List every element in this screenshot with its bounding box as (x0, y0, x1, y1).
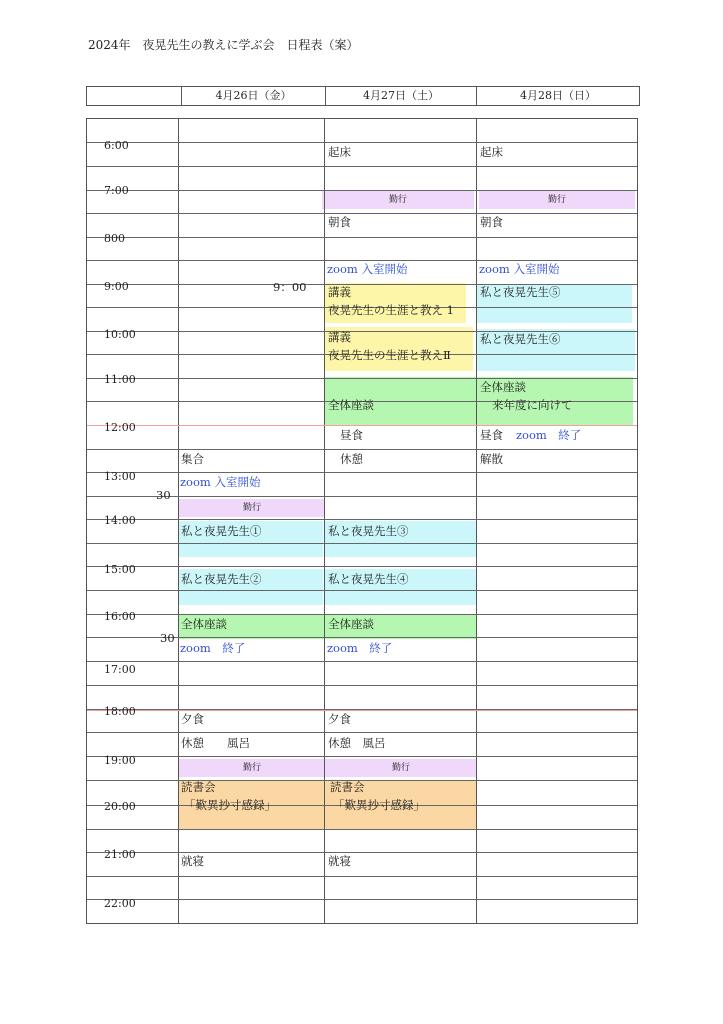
time-label: 18:00 (104, 705, 136, 718)
rainen-day3: 来年度に向けて (492, 398, 573, 412)
choshoku-day3: 朝食 (480, 215, 503, 229)
red-marker-line (87, 425, 637, 426)
time-label: 14:00 (104, 514, 136, 527)
watashi2-label: 私と夜晃先生② (181, 572, 262, 586)
zoom-end-day3: zoom 終了 (516, 428, 582, 442)
row-line (87, 472, 637, 473)
zentai-day1: 全体座談 (181, 617, 227, 631)
page-title: 2024年 夜晃先生の教えに学ぶ会 日程表（案） (88, 38, 359, 52)
zoom-end-day2: zoom 終了 (327, 641, 393, 655)
kyukei-furo-day2: 休憩 風呂 (328, 736, 386, 750)
date-header-row (86, 86, 640, 106)
row-line (87, 519, 637, 520)
row-line (87, 756, 637, 757)
gongyo-block-day3 (479, 191, 635, 209)
kyukei-day2: 休憩 (340, 452, 363, 466)
time-label: 16:00 (104, 610, 136, 623)
time-label: 10:00 (104, 328, 136, 341)
kogi-title-2: 夜晃先生の生涯と教えⅡ (328, 348, 451, 362)
time-label: 6:00 (104, 139, 129, 152)
row-line (87, 566, 637, 567)
row-line (87, 829, 637, 830)
time-label: 800 (104, 232, 125, 245)
thirty-mark: 30 (156, 488, 171, 502)
watashi1-label: 私と夜晃先生① (181, 524, 262, 538)
gongyo-block-day1-evening (179, 759, 325, 777)
header-day-3: 4月28日（日） (520, 89, 596, 102)
row-line (87, 260, 637, 261)
time-label: 11:00 (104, 373, 136, 386)
gongyo-block-day2 (322, 191, 474, 209)
header-day-2: 4月27日（土） (363, 89, 439, 102)
gongyo-label: 勤行 (388, 195, 407, 205)
dokushokai-day2: 読書会 (330, 780, 365, 794)
zoom-start-day1: zoom 入室開始 (180, 475, 261, 489)
shushin-day2: 就寝 (328, 854, 351, 868)
zoom-start-day3: zoom 入室開始 (479, 262, 560, 276)
row-line (87, 732, 637, 733)
gongyo-label: 勤行 (547, 195, 566, 205)
gongyo-block-day1-afternoon (179, 499, 325, 517)
time-label: 19:00 (104, 754, 136, 767)
column-divider (178, 119, 179, 923)
zentai-day2-pm: 全体座談 (328, 617, 374, 631)
time-label: 13:00 (104, 470, 136, 483)
column-divider (324, 119, 325, 923)
dokushokai-day1: 読書会 (181, 780, 216, 794)
row-line (87, 142, 637, 143)
row-line (87, 543, 637, 544)
row-line (87, 166, 637, 167)
watashi6-label: 私と夜晃先生⑥ (480, 332, 561, 346)
gongyo-label: 勤行 (242, 503, 261, 513)
red-marker-line (87, 710, 637, 711)
shugo-day1: 集合 (181, 452, 204, 466)
time-label: 20:00 (104, 800, 136, 813)
gongyo-block-day2-evening (325, 759, 477, 777)
kogi-title-1: 夜晃先生の生涯と教え 1 (328, 303, 454, 317)
column-divider (476, 119, 477, 923)
kisho-day2: 起床 (328, 145, 351, 159)
time-label: 12:00 (104, 421, 136, 434)
kyukei-furo-day1: 休憩 風呂 (181, 736, 250, 750)
row-line (87, 449, 637, 450)
row-line (87, 237, 637, 238)
gongyo-label: 勤行 (391, 763, 410, 773)
row-line (87, 852, 637, 853)
time-label: 15:00 (104, 563, 136, 576)
header-day-1: 4月26日（金） (215, 89, 292, 102)
gongyo-label: 勤行 (242, 763, 261, 773)
chushoku-day3: 昼食 (480, 428, 503, 442)
row-line (87, 661, 637, 662)
watashi5-label: 私と夜晃先生⑤ (480, 285, 561, 299)
thirty-mark: 30 (160, 631, 175, 645)
tanni-day1: 「歎異抄寸感録」 (184, 798, 276, 812)
chushoku-day2: 昼食 (340, 428, 363, 442)
time-label: 21:00 (104, 848, 136, 861)
row-line (87, 876, 637, 877)
choshoku-day2: 朝食 (328, 215, 351, 229)
yushoku-day1: 夕食 (181, 712, 204, 726)
row-line (87, 614, 637, 615)
zentai-day3: 全体座談 (480, 380, 526, 394)
zoom-end-day1: zoom 終了 (180, 641, 246, 655)
nine-oclock-mark: 9：00 (273, 280, 307, 294)
shushin-day1: 就寝 (181, 854, 204, 868)
kogi-label-1: 講義 (328, 285, 351, 299)
watashi4-label: 私と夜晃先生④ (328, 572, 409, 586)
zoom-start-day2: zoom 入室開始 (327, 262, 408, 276)
zentai-day2: 全体座談 (328, 398, 374, 412)
time-label: 7:00 (104, 184, 129, 197)
kisho-day3: 起床 (480, 145, 503, 159)
row-line (87, 685, 637, 686)
watashi3-label: 私と夜晃先生③ (328, 524, 409, 538)
kaisan-day3: 解散 (480, 452, 503, 466)
yushoku-day2: 夕食 (328, 712, 351, 726)
time-label: 17:00 (104, 663, 136, 676)
kogi-label-2: 講義 (328, 330, 351, 344)
tanni-day2: 「歎異抄寸感録」 (333, 798, 425, 812)
row-line (87, 190, 637, 191)
row-line (87, 899, 637, 900)
time-label: 22:00 (104, 897, 136, 910)
time-label: 9:00 (104, 280, 129, 293)
row-line (87, 378, 637, 379)
row-line (87, 590, 637, 591)
row-line (87, 213, 637, 214)
